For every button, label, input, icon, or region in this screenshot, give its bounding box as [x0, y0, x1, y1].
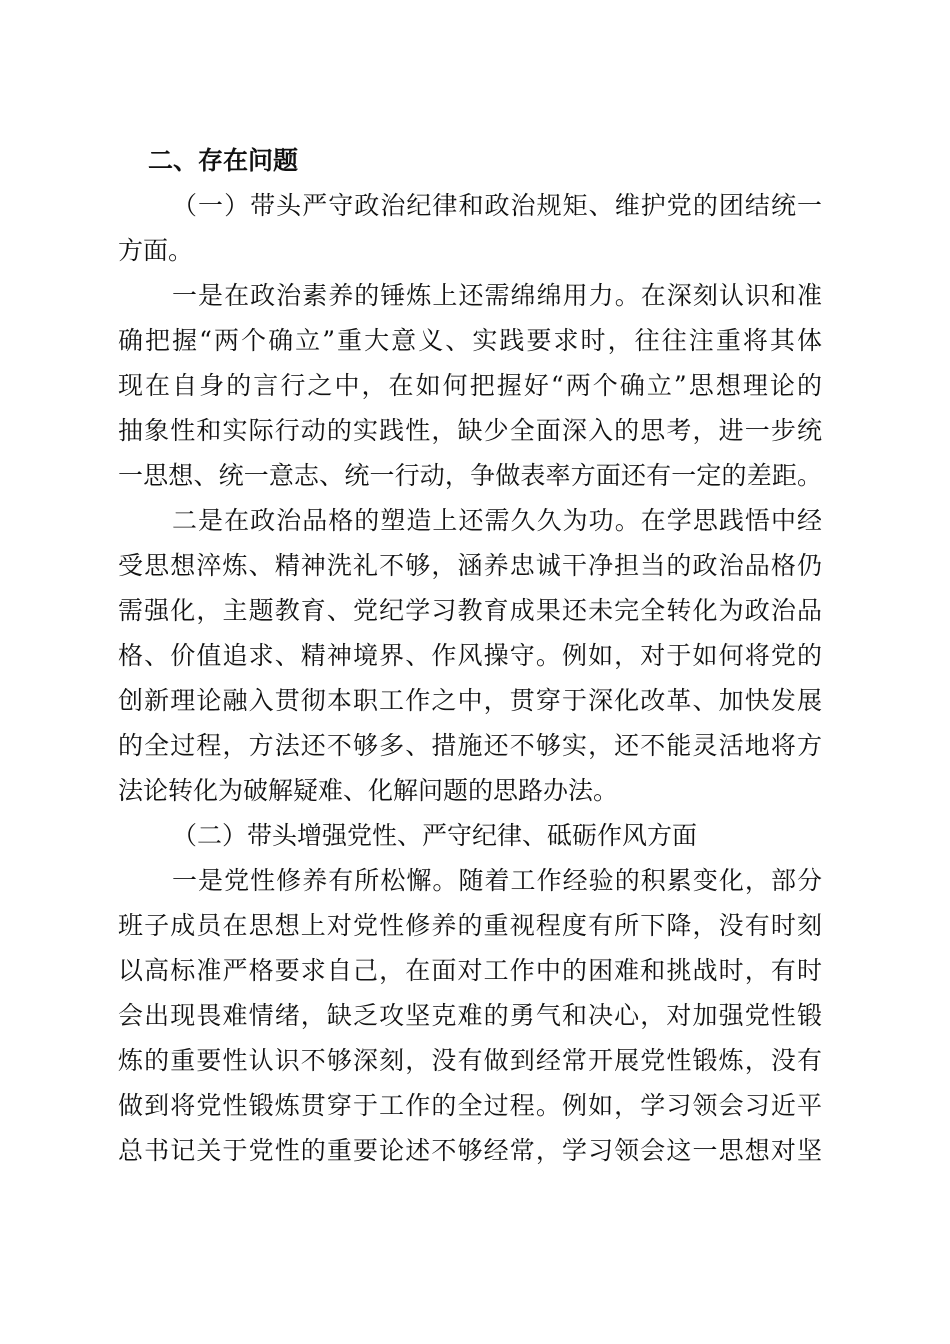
paragraph	[118, 498, 822, 813]
text-line: 格、价值追求、精神境界、作风操守。例如，对于如何将党的	[118, 641, 822, 670]
text-line: 以高标准严格要求自己，在面对工作中的困难和挑战时，有时	[118, 956, 822, 985]
section-heading: 二、存在问题	[148, 146, 299, 175]
subsection-title: 方面。	[118, 236, 194, 265]
text-line: 做到将党性锻炼贯穿于工作的全过程。例如，学习领会习近平	[118, 1091, 822, 1120]
text-line: 二是在政治品格的塑造上还需久久为功。在学思践悟中经	[172, 506, 822, 535]
text-line: 一是党性修养有所松懈。随着工作经验的积累变化，部分	[172, 866, 822, 895]
document-page	[118, 138, 822, 1173]
text-line: 总书记关于党性的重要论述不够经常，学习领会这一思想对坚	[118, 1136, 822, 1165]
paragraph	[118, 273, 822, 498]
text-line: 现在自身的言行之中，在如何把握好“两个确立”思想理论的	[118, 371, 822, 400]
text-line: 的全过程，方法还不够多、措施还不够实，还不能灵活地将方	[118, 731, 822, 760]
text-line: 抽象性和实际行动的实践性，缺少全面深入的思考，进一步统	[118, 416, 822, 445]
paragraph	[118, 858, 822, 1173]
text-line: 需强化，主题教育、党纪学习教育成果还未完全转化为政治品	[118, 596, 822, 625]
subsection-title: （一）带头严守政治纪律和政治规矩、维护党的团结统一	[172, 191, 822, 220]
text-line: 会出现畏难情绪，缺乏攻坚克难的勇气和决心，对加强党性锻	[118, 1001, 822, 1030]
text-line: 受思想淬炼、精神洗礼不够，涵养忠诚干净担当的政治品格仍	[118, 551, 822, 580]
text-line: 炼的重要性认识不够深刻，没有做到经常开展党性锻炼，没有	[118, 1046, 822, 1075]
text-line: 一思想、统一意志、统一行动，争做表率方面还有一定的差距。	[118, 461, 822, 490]
text-line: 班子成员在思想上对党性修养的重视程度有所下降，没有时刻	[118, 911, 822, 940]
text-line: 确把握“两个确立”重大意义、实践要求时，往往注重将其体	[118, 326, 822, 355]
text-line: 一是在政治素养的锤炼上还需绵绵用力。在深刻认识和准	[172, 281, 822, 310]
subsection-title: （二）带头增强党性、严守纪律、砥砺作风方面	[172, 821, 698, 850]
text-line: 法论转化为破解疑难、化解问题的思路办法。	[118, 776, 619, 805]
text-line: 创新理论融入贯彻本职工作之中，贯穿于深化改革、加快发展	[118, 686, 822, 715]
